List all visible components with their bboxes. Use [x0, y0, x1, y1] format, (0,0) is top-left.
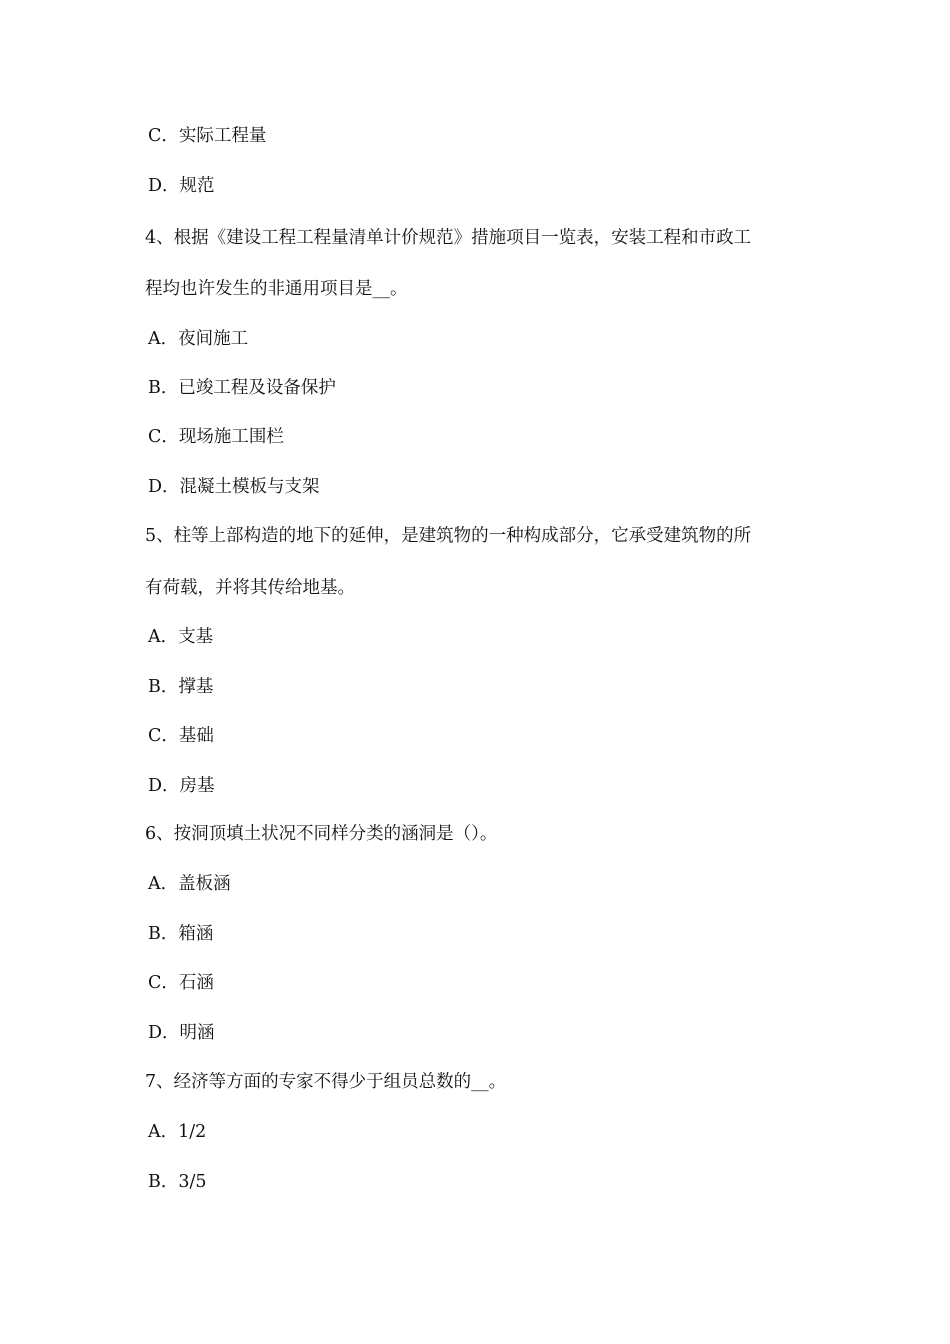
- option-a-q4: A．夜间施工: [148, 329, 249, 349]
- option-c-q6: C．石涵: [148, 973, 214, 993]
- option-d-q6: D．明涵: [148, 1023, 215, 1043]
- option-c-q4: C．现场施工围栏: [148, 427, 284, 447]
- option-a-q6: A．盖板涵: [148, 874, 231, 894]
- option-d-q4: D．混凝土模板与支架: [148, 477, 320, 497]
- question-4-line-1: 4、根据《建设工程工程量清单计价规范》措施项目一览表，安装工程和市政工: [145, 228, 752, 248]
- option-b-q7: B．3/5: [148, 1172, 207, 1192]
- option-c-q5: C．基础: [148, 726, 214, 746]
- question-7: 7、经济等方面的专家不得少于组员总数的__。: [145, 1072, 507, 1092]
- question-5-line-1: 5、柱等上部构造的地下的延伸，是建筑物的一种构成部分，它承受建筑物的所: [145, 526, 752, 546]
- option-a-q7: A．1/2: [148, 1122, 207, 1142]
- question-6: 6、按洞顶填土状况不同样分类的涵洞是（）。: [145, 824, 498, 844]
- option-b-q4: B．已竣工程及设备保护: [148, 378, 336, 398]
- question-4-line-2: 程均也许发生的非通用项目是__。: [145, 279, 408, 299]
- option-c-q3: C．实际工程量: [148, 126, 267, 146]
- question-5-line-2: 有荷载，并将其传给地基。: [145, 578, 355, 598]
- option-d-q5: D．房基: [148, 776, 215, 796]
- option-b-q6: B．箱涵: [148, 924, 214, 944]
- option-b-q5: B．撑基: [148, 677, 214, 697]
- option-d-q3: D．规范: [148, 176, 215, 196]
- option-a-q5: A．支基: [148, 627, 214, 647]
